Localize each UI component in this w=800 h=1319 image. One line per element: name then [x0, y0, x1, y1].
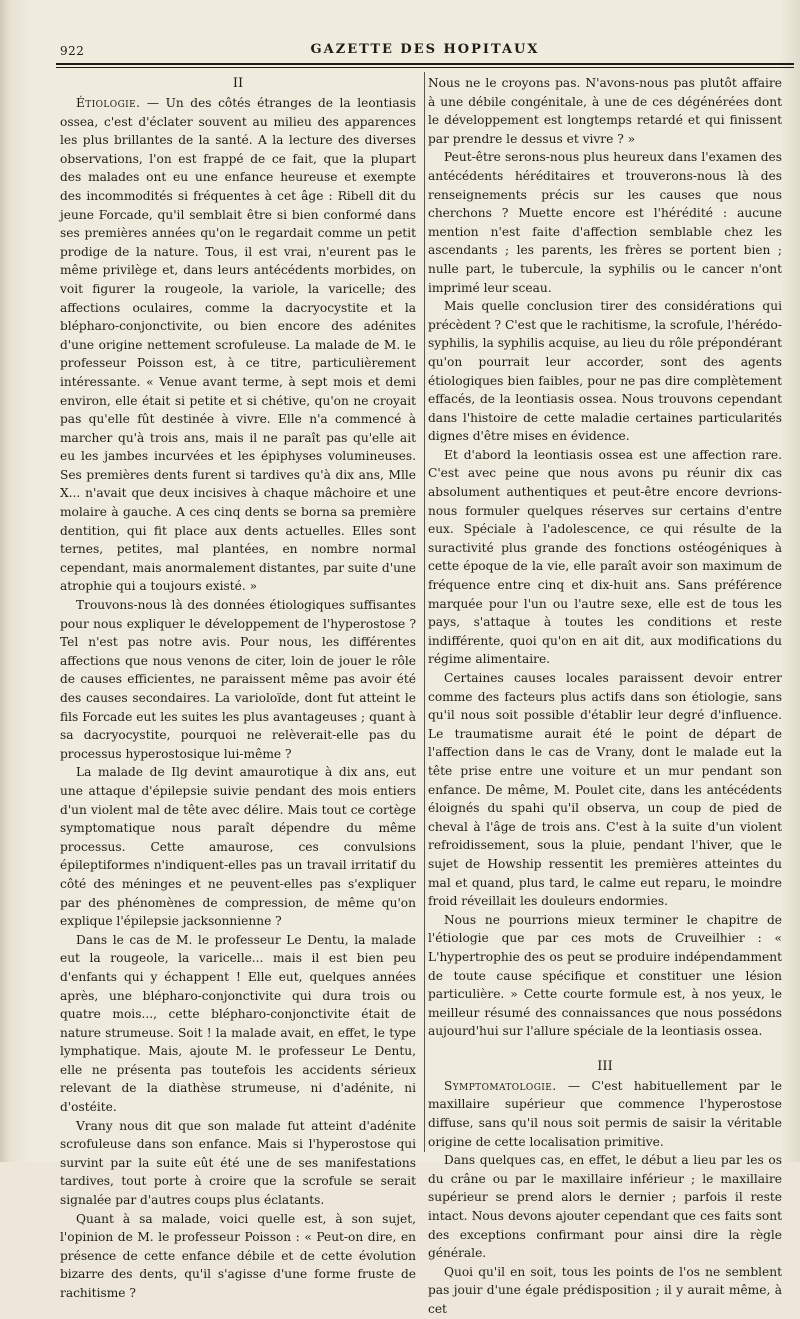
paragraph-text: Quoi qu'il en soit, tous les points de l'os ne semblent pas jouir d'une égale prédisposition ; il y aurait même, à cet — [428, 1264, 782, 1316]
right-column — [428, 74, 782, 1319]
paragraph — [60, 763, 416, 930]
paragraph — [60, 596, 416, 763]
paragraph — [428, 148, 782, 297]
paragraph — [60, 94, 416, 596]
paragraph — [428, 669, 782, 911]
header-rule-thick — [56, 63, 794, 65]
section-number: III — [597, 1058, 613, 1074]
section-lead: Étiologie. — [76, 96, 141, 110]
paragraph — [428, 1151, 782, 1263]
paragraph-text: Trouvons-nous là des données étiologiques suffisantes pour nous expliquer le développement de l'hyperostose ? Tel n'est pas notre avis. Pour nous, les différentes affections que nous venons de citer, loin de jouer le rôle de causes efficientes, ne paraissent même pas avoir été des causes secondaires. La varioloïde, dont fut atteint le fils Forcade eut les suites les plus avantageuses ; quant à sa dacryocystite, pourquoi ne relèverait-elle pas du processus hyperostosique lui-même ? — [60, 598, 416, 761]
paragraph-text: Certaines causes locales paraissent devoir entrer comme des facteurs plus actifs dans son étiologie, sans qu'il nous soit possible d'établir leur degré d'influence. Le traumatisme aurait été le point de départ de l'affection dans le cas de Vrany, dont le malade eut la tête prise entre une voiture et un mur pendant son enfance. De même, M. Poulet cite, dans les antécédents éloignés du spahi qu'il observa, un coup de pied de cheval à l'âge de trois ans. C'est à la suite d'un violent refroidissement, sous la pluie, pendant l'hiver, que le sujet de Howship ressentit les premières atteintes du mal et quand, plus tard, le calme eut reparu, le moindre froid réveillait les douleurs endormies. — [428, 671, 782, 909]
paragraph-text: Nous ne pourrions mieux terminer le chapitre de l'étiologie que par ces mots de Cruveilhier : « L'hypertrophie des os peut se produire indépendamment de toute cause spécifique et constituer une lésion particulière. » Cette courte formule est, à nos yeux, le meilleur résumé des connaissances que nous possédons aujourd'hui sur l'allure spéciale de la leontiasis ossea. — [428, 912, 782, 1039]
page-number: 922 — [60, 44, 85, 58]
paragraph — [428, 297, 782, 446]
paragraph — [60, 1117, 416, 1210]
paragraph-text: — C'est habituellement par le maxillaire supérieur que commence l'hyperostose diffuse, sans qu'il nous soit permis de saisir la véritable origine de cette localisation primitive. — [428, 1078, 782, 1149]
paragraph-text: Vrany nous dit que son malade fut atteint d'adénite scrofuleuse dans son enfance. Mais si l'hyperostose qui survint par la suite eût été une de ses manifestations tardives, tout porte à croire que la scrofule se serait signalée par d'autres coups plus éclatants. — [60, 1118, 416, 1208]
right-paragraphs-before — [428, 74, 782, 1041]
paragraph-text: Peut-être serons-nous plus heureux dans l'examen des antécédents héréditaires et trouverons-nous là des renseignements précis sur les causes que nous cherchons ? Muette encore est l'hérédité : aucune mention n'est faite d'affection semblable chez les ascendants ; les parents, les frères se portent bien ; nulle part, le tubercule, la syphilis ou le cancer n'ont imprimé leur sceau. — [428, 150, 782, 295]
paragraph-text: — Un des côtés étranges de la leontiasis ossea, c'est d'éclater souvent au milieu des apparences les plus brillantes de la santé. A la lecture des diverses observations, l'on est frappé de ce fait, que la plupart des malades ont eu une enfance heureuse et exempte des incommodités si fréquentes à cet âge : Ribell dit du jeune Forcade, qu'il semblait être si bien conformé dans ses premières années qu'on le regardait comme un petit prodige de la nature. Tous, il est vrai, n'eurent pas le même privilège et, dans leurs antécédents morbides, on voit figurer la rougeole, la variole, la varicelle; des affections oculaires, comme la dacryocystite et la blépharo-conjonctivite, ou bien encore des adénites d'une origine nettement scrofuleuse. La malade de M. le professeur Poisson est, à ce titre, particulièrement intéressante. « Venue avant terme, à sept mois et demi environ, elle était si petite et si chétive, qu'on ne croyait pas qu'elle fût destinée à vivre. Elle n'a commencé à marcher qu'à trois ans, mais il ne paraît pas qu'elle ait eu les jambes incurvées et les épiphyses volumineuses. Ses premières dents furent si tardives qu'à dix ans, Mlle X... n'avait que deux incisives à chaque mâchoire et une molaire à gauche. A ces cinq dents se borna sa première dentition, qui fit place aux dents actuelles. Elles sont ternes, petites, mal plantées, en nombre normal cependant, mais anormalement distantes, par suite d'une atrophie qui a toujours existé. » — [60, 96, 416, 594]
section-number: II — [232, 76, 244, 91]
column-divider — [424, 72, 425, 1152]
section-lead: Symptomatologie. — [444, 1078, 557, 1093]
paragraph-text: Dans le cas de M. le professeur Le Dentu, la malade eut la rougeole, la varicelle... mais il est bien peu d'enfants qui y échappent ! Elle eut, quelques années après, une blépharo-conjonctivite qui dura trois ou quatre mois..., cette blépharo-conjonctivite était de nature strumeuse. Soit ! la malade avait, en effet, le type lymphatique. Mais, ajoute M. le professeur Le Dentu, elle ne présenta pas toutefois les accidents sérieux relevant de la diathèse strumeuse, ni d'adénite, ni d'ostéite. — [60, 932, 416, 1115]
header-rule-thin — [56, 67, 794, 68]
left-paragraphs — [60, 94, 416, 1303]
running-title: GAZETTE DES HOPITAUX — [310, 42, 540, 57]
paragraph — [428, 1263, 782, 1319]
left-column — [60, 74, 416, 1303]
paragraph-text: La malade de Ilg devint amaurotique à dix ans, eut une attaque d'épilepsie suivie pendant des mois entiers d'un violent mal de tête avec délire. Mais tout ce cortège symptomatique nous paraît dépendre du même processus. Cette amaurose, ces convulsions épileptiformes n'indiquent-elles pas un travail irritatif du côté des méninges et ne peuvent-elles pas s'expliquer par des phénomènes de compression, de même qu'on explique l'épilepsie jacksonnienne ? — [60, 765, 416, 929]
page-header — [56, 40, 794, 62]
paragraph-text: Quant à sa malade, voici quelle est, à son sujet, l'opinion de M. le professeur Poisson : « Peut-on dire, en présence de cette enfance débile et de cette évolution bizarre des dents, qu'il s'agisse d'une forme fruste de rachitisme ? — [60, 1211, 416, 1300]
paragraph-text: Nous ne le croyons pas. N'avons-nous pas plutôt affaire à une débile congénitale, à une de ces dégénérées dont le développement est longtemps retardé et qui finissent par prendre le dessus et vivre ? » — [428, 76, 782, 146]
paragraph — [428, 1077, 782, 1151]
paragraph — [428, 74, 782, 148]
paragraph-text: Mais quelle conclusion tirer des considérations qui précèdent ? C'est que le rachitisme, la scrofule, l'hérédo-syphilis, la syphilis acquise, au lieu du rôle prépondérant qu'on pourrait leur accorder, sont des agents étiologiques bien faibles, pour ne pas dire complètement effacés, de la leontiasis ossea. Nous trouvons cependant dans l'histoire de cette maladie certaines particularités dignes d'être mises en évidence. — [428, 299, 782, 444]
paragraph-text: Et d'abord la leontiasis ossea est une affection rare. C'est avec peine que nous avons pu réunir dix cas absolument authentiques et peut-être encore devrions-nous formuler quelques réserves sur certains d'entre eux. Spéciale à l'adolescence, ce qui résulte de la suractivité plus grande des fonctions ostéogéniques à cette époque de la vie, elle paraît avoir son maximum de fréquence entre cinq et dix-huit ans. Sans préférence marquée pour l'un ou l'autre sexe, elle est de tous les pays, s'attaque à toutes les conditions et reste indifférente, quoi qu'on en ait dit, aux modifications du régime alimentaire. — [428, 447, 782, 667]
paragraph — [428, 446, 782, 669]
paragraph — [60, 931, 416, 1117]
paragraph — [428, 911, 782, 1041]
paragraph — [60, 1210, 416, 1303]
paragraph-text: Dans quelques cas, en effet, le début a lieu par les os du crâne ou par le maxillaire inférieur ; le maxillaire supérieur se prend alors le dernier ; parfois il reste intact. Nous devons ajouter cependant que ces faits sont des exceptions confirmant pour ainsi dire la règle générale. — [428, 1153, 782, 1261]
right-paragraphs-after — [428, 1077, 782, 1319]
